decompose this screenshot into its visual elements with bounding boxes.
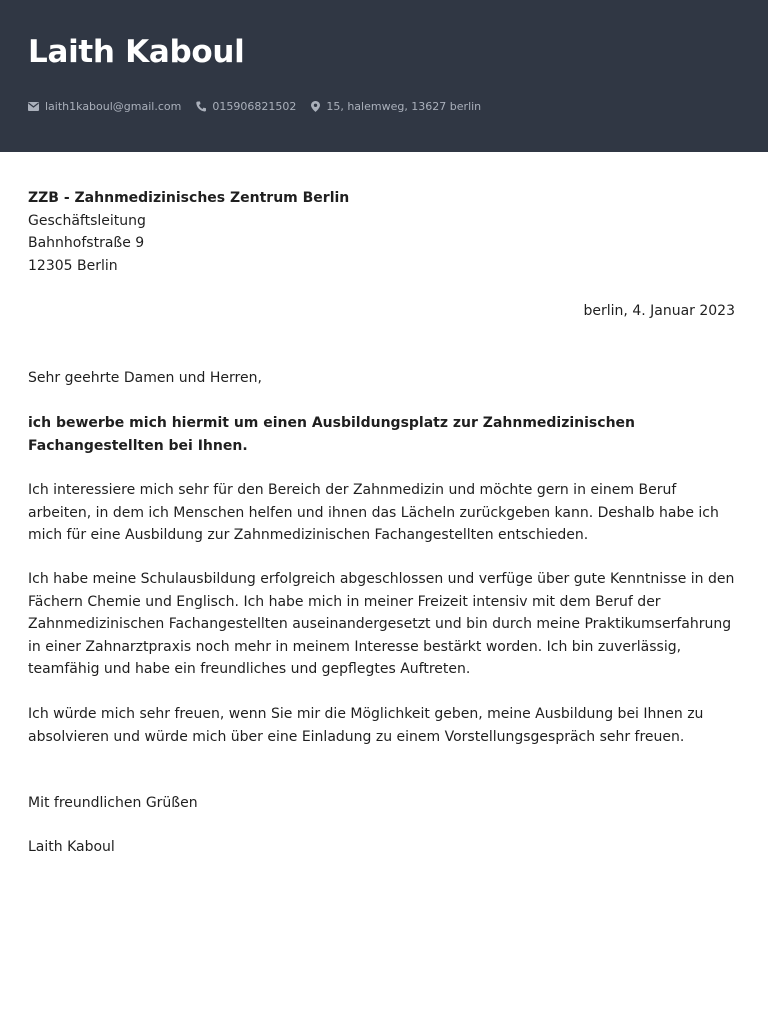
recipient-block bbox=[28, 187, 349, 277]
recipient-department: Geschäftsleitung bbox=[28, 212, 146, 229]
letter-header bbox=[0, 0, 768, 152]
contact-address bbox=[311, 100, 481, 113]
body-paragraph-2: Ich habe meine Schulausbildung erfolgreich abgeschlossen und verfüge über gute Kenntnisse in den Fächern Chemie und Englisch. Ich habe mich in meiner Freizeit intensiv mit dem Beruf der Zahnmedizinischen Fachangestellten auseinandergesetzt und bin durch meine Praktikumserfahrung in einer Zahnarztpraxis noch mehr in meinem Interesse bestärkt worden. Ich bin zuverlässig, teamfähig und habe ein freundliches und gepflegtes Auftreten. bbox=[28, 571, 735, 677]
recipient-street: Bahnhofstraße 9 bbox=[28, 235, 145, 251]
salutation: Sehr geehrte Damen und Herren, bbox=[28, 370, 262, 386]
address-text: 15, halemweg, 13627 berlin bbox=[326, 100, 482, 113]
contact-email[interactable] bbox=[28, 100, 181, 113]
closing: Mit freundlichen Grüßen bbox=[28, 795, 198, 811]
recipient-organization: ZZB - Zahnmedizinisches Zentrum Berlin bbox=[28, 190, 350, 206]
phone-text: 015906821502 bbox=[212, 100, 297, 113]
contact-phone[interactable] bbox=[196, 100, 296, 113]
subject-line: ich bewerbe mich hiermit um einen Ausbildungsplatz zur Zahnmedizinischen Fachangestellten bei Ihnen. bbox=[28, 415, 635, 454]
sender-name: Laith Kaboul bbox=[28, 34, 245, 70]
envelope-icon bbox=[28, 102, 45, 111]
location-pin-icon bbox=[311, 101, 326, 112]
body-paragraph-3: Ich würde mich sehr freuen, wenn Sie mir die Möglichkeit geben, meine Ausbildung bei Ihnen zu absolvieren und würde mich über eine Einladung zu einem Vorstellungsgespräch sehr freuen. bbox=[28, 706, 704, 745]
signature: Laith Kaboul bbox=[28, 839, 115, 855]
phone-icon bbox=[196, 101, 212, 112]
body-paragraph-1: Ich interessiere mich sehr für den Bereich der Zahnmedizin und möchte gern in einem Beruf arbeiten, in dem ich Menschen helfen und ihnen das Lächeln zurückgeben kann. Deshalb habe ich mich für eine Ausbildung zur Zahnmedizinischen Fachangestellten entschieden. bbox=[28, 482, 719, 543]
contact-info bbox=[28, 100, 496, 113]
email-text: laith1kaboul@gmail.com bbox=[45, 100, 182, 113]
letter-date: berlin, 4. Januar 2023 bbox=[583, 303, 735, 319]
recipient-city: 12305 Berlin bbox=[28, 257, 118, 274]
